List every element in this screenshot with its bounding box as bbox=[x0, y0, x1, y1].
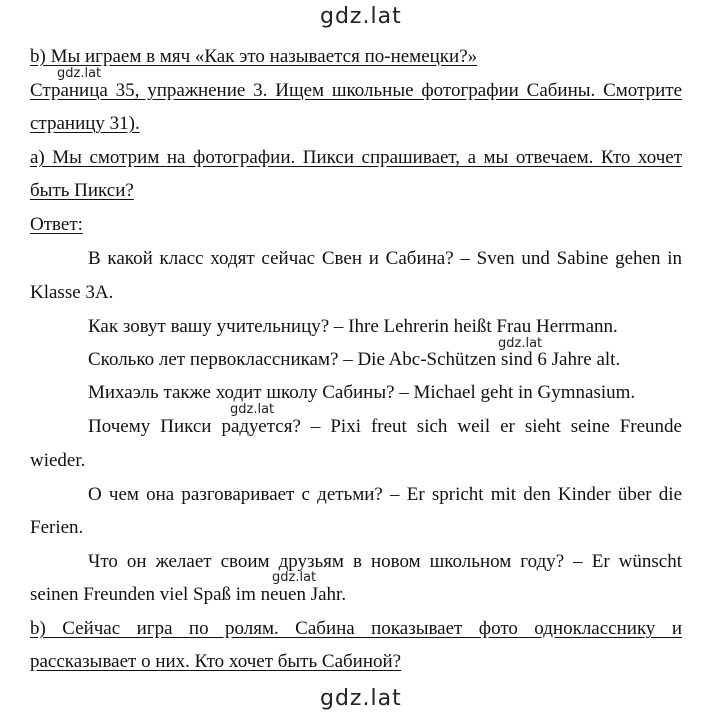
qa-5-line-2: wieder. bbox=[30, 450, 86, 471]
watermark-inline: gdz.lat bbox=[57, 66, 102, 81]
qa-6-line-1: О чем она разговаривает с детьми? – Er spricht mit den Kinder über die bbox=[88, 484, 682, 505]
task-a-line-1: а) Мы смотрим на фотографии. Пикси спрашивает, а мы отвечаем. Кто хочет bbox=[30, 147, 682, 168]
qa-3: Сколько лет первоклассникам? – Die Abc-Schützen sind 6 Jahre alt. bbox=[88, 349, 621, 370]
qa-2: Как зовут вашу учительницу? – Ihre Lehrerin heißt Frau Herrmann. bbox=[88, 316, 618, 337]
page-reference-line-1: Страница 35, упражнение 3. Ищем школьные фотографии Сабины. Смотрите bbox=[30, 80, 682, 101]
watermark-inline: gdz.lat bbox=[272, 570, 317, 585]
answer-label: Ответ: bbox=[30, 214, 83, 235]
qa-1-line-1: В какой класс ходят сейчас Свен и Сабина? – Sven und Sabine gehen in bbox=[88, 248, 682, 269]
task-a-line-2: быть Пикси? bbox=[30, 180, 134, 201]
task-b-line-2: рассказывает о них. Кто хочет быть Сабиной? bbox=[30, 651, 402, 672]
task-b-line-1: b) Сейчас игра по ролям. Сабина показывает фото однокласснику и bbox=[30, 618, 682, 639]
qa-1-line-2: Klasse 3A. bbox=[30, 282, 114, 303]
watermark-inline: gdz.lat bbox=[230, 402, 275, 417]
qa-6-line-2: Ferien. bbox=[30, 517, 84, 538]
watermark-bottom: gdz.lat bbox=[320, 686, 402, 711]
qa-7-line-2: seinen Freunden viel Spaß im neuen Jahr. bbox=[30, 584, 347, 605]
qa-4: Михаэль также ходит школу Сабины? – Michael geht in Gymnasium. bbox=[88, 382, 636, 403]
watermark-inline: gdz.lat bbox=[498, 336, 543, 351]
page-reference-line-2: страницу 31). bbox=[30, 113, 140, 134]
heading-ball-game: b) Мы играем в мяч «Как это называется по-немецки?» bbox=[30, 46, 478, 67]
qa-7-line-1: Что он желает своим друзьям в новом школьном году? – Er wünscht bbox=[88, 551, 682, 572]
watermark-top: gdz.lat bbox=[320, 4, 402, 29]
qa-5-line-1: Почему Пикси радуется? – Pixi freut sich weil er sieht seine Freunde bbox=[88, 416, 682, 437]
